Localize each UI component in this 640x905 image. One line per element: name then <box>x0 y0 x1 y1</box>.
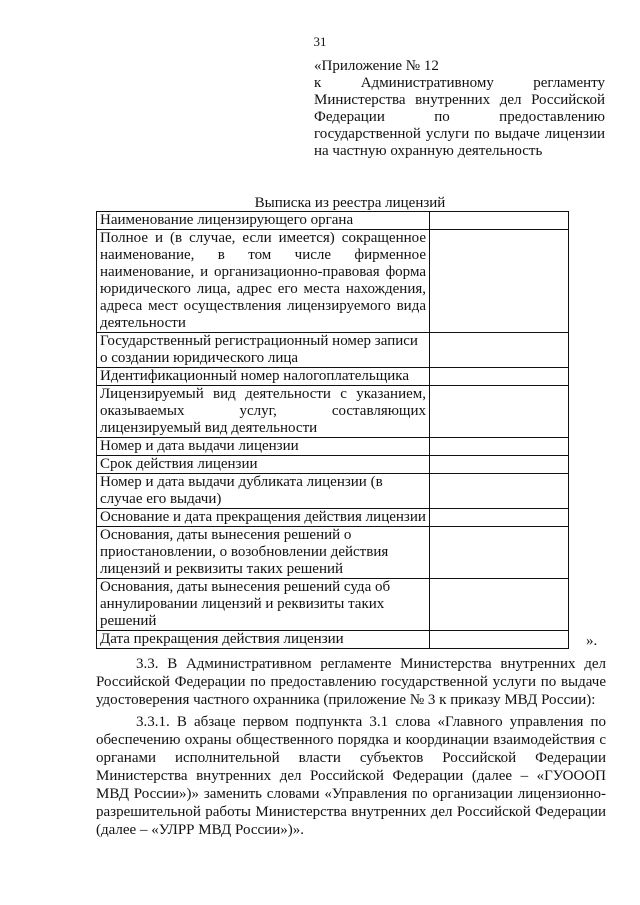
table-row <box>97 631 569 649</box>
row-value <box>430 631 569 649</box>
row-label: Основания, даты вынесения решений суда об аннулировании лицензий и реквизиты таких решений <box>97 579 430 631</box>
row-value <box>430 333 569 368</box>
row-value <box>430 527 569 579</box>
row-label: Номер и дата выдачи дубликата лицензии (в случае его выдачи) <box>97 474 430 509</box>
row-label: Идентификационный номер налогоплательщика <box>97 368 430 386</box>
row-value <box>430 509 569 527</box>
table-row <box>97 230 569 333</box>
closing-quote: ». <box>586 633 598 649</box>
appendix-line: Министерства внутренних дел Российской <box>314 92 605 108</box>
table-row <box>97 438 569 456</box>
paragraph-3-3: 3.3. В Административном регламенте Министерства внутренних дел Российской Федерации по предоставлению государственной услуги по выдаче удостоверения частного охранника (приложение № 3 к приказу МВД России): <box>96 656 606 708</box>
appendix-line: на частную охранную деятельность <box>314 143 543 159</box>
row-label: Номер и дата выдачи лицензии <box>97 438 430 456</box>
table-row <box>97 579 569 631</box>
page-number: 31 <box>313 34 327 49</box>
row-value <box>430 212 569 230</box>
row-value <box>430 386 569 438</box>
row-label: Дата прекращения действия лицензии <box>97 631 430 649</box>
row-label: Срок действия лицензии <box>97 456 430 474</box>
row-label: Основания, даты вынесения решений о приостановлении, о возобновлении действия лицензий и реквизиты таких решений <box>97 527 430 579</box>
appendix-header <box>314 58 605 160</box>
table-row <box>97 386 569 438</box>
row-label: Полное и (в случае, если имеется) сокращенное наименование, в том числе фирменное наименование, и организационно-правовая форма юридического лица, адрес его места нахождения, адреса мест осуществления лицензируемого вида деятельности <box>97 230 430 333</box>
table-row <box>97 368 569 386</box>
row-value <box>430 474 569 509</box>
table-row <box>97 474 569 509</box>
row-value <box>430 456 569 474</box>
license-registry-table <box>96 211 569 649</box>
paragraph-3-3-1: 3.3.1. В абзаце первом подпункта 3.1 слова «Главного управления по обеспечению охраны общественного порядка и координации взаимодействия с органами исполнительной власти субъектов Российской Федерации Министерства внутренних дел Российской Федерации (далее – «ГУОООП МВД России»)» заменить словами «Управления по организации лицензионно-разрешительной работы Министерства внутренних дел Российской Федерации (далее – «УЛРР МВД России»)». <box>96 714 606 838</box>
appendix-line: к Административному регламенту <box>314 75 605 91</box>
row-label: Наименование лицензирующего органа <box>97 212 430 230</box>
appendix-line: государственной услуги по выдаче лицензии <box>314 126 605 142</box>
row-label: Государственный регистрационный номер записи о создании юридического лица <box>97 333 430 368</box>
row-value <box>430 368 569 386</box>
row-value <box>430 438 569 456</box>
row-label: Лицензируемый вид деятельности с указанием, оказываемых услуг, составляющих лицензируемый вид деятельности <box>97 386 430 438</box>
table-row <box>97 212 569 230</box>
table-row <box>97 333 569 368</box>
table-title: Выписка из реестра лицензий <box>254 195 446 211</box>
appendix-line: «Приложение № 12 <box>314 58 439 74</box>
row-value <box>430 230 569 333</box>
appendix-line: Федерации по предоставлению <box>314 109 605 125</box>
row-label: Основание и дата прекращения действия лицензии <box>97 509 430 527</box>
row-value <box>430 579 569 631</box>
body-text <box>96 655 606 843</box>
table-row <box>97 456 569 474</box>
table-row <box>97 509 569 527</box>
table-row <box>97 527 569 579</box>
